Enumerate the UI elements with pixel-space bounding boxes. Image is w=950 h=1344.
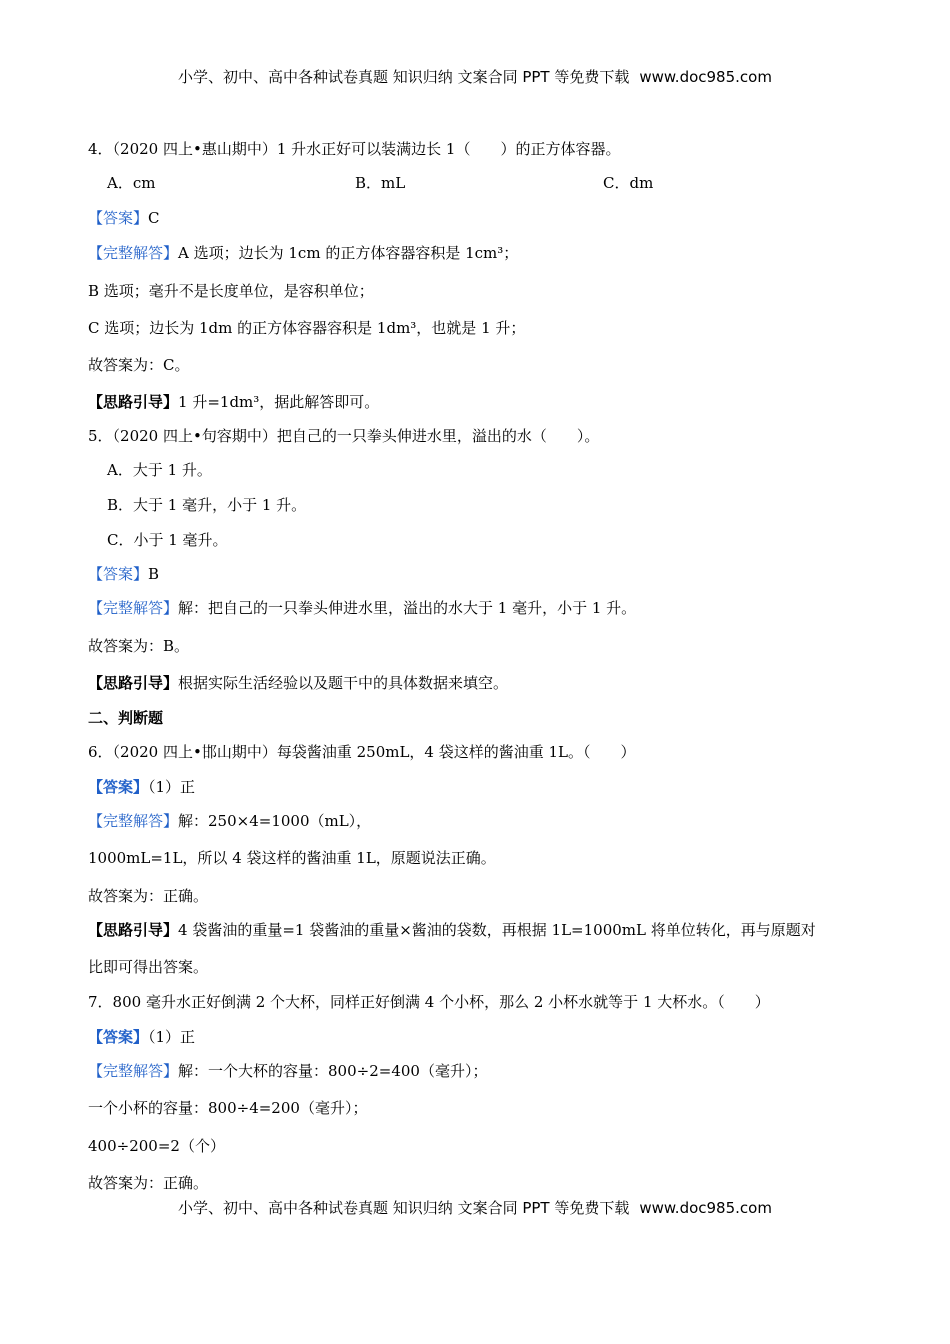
q7-solution-line: 故答案为：正确。 [88,1174,209,1192]
solution-tag: 【完整解答】 [88,599,179,617]
solution-tag: 【完整解答】 [88,812,179,830]
q5-option-c: C．小于 1 毫升。 [107,531,228,549]
header-text: 小学、初中、高中各种试卷真题 知识归纳 文案合同 PPT 等免费下载 [178,68,630,86]
q5-option-b: B．大于 1 毫升，小于 1 升。 [107,496,307,514]
q6-solution-line: 1000mL=1L，所以 4 袋这样的酱油重 1L，原题说法正确。 [88,849,496,867]
q4-hint-text: 1 升=1dm³，据此解答即可。 [178,393,380,411]
q6-answer-value: （1）正 [148,778,196,796]
q6-answer [88,777,195,797]
q5-solution-line: 故答案为：B。 [88,637,190,655]
q4-options [107,173,653,193]
q4-hint [88,392,379,412]
answer-tag: 【答案】 [88,209,149,227]
q7-solution-line: 解：一个大杯的容量：800÷2=400（毫升）； [178,1062,488,1080]
q5-hint-text: 根据实际生活经验以及题干中的具体数据来填空。 [178,674,509,692]
hint-tag: 【思路引导】 [88,674,179,692]
hint-tag: 【思路引导】 [88,393,179,411]
header-site: www.doc985.com [639,68,772,86]
q5-answer-value: B [148,565,160,583]
q4-option-b: B．mL [355,174,406,192]
page-footer [0,1197,950,1218]
hint-tag: 【思路引导】 [88,921,179,939]
q4-option-a: A．cm [107,174,156,192]
q4-solution-line: B 选项；毫升不是长度单位，是容积单位； [88,282,374,300]
solution-tag: 【完整解答】 [88,1062,179,1080]
q7-answer-value: （1）正 [148,1028,196,1046]
q5-solution [88,598,636,618]
answer-tag: 【答案】 [88,1028,149,1046]
q4-solution-line: C 选项；边长为 1dm 的正方体容器容积是 1dm³，也就是 1 升； [88,319,526,337]
q7-solution [88,1061,487,1081]
answer-tag: 【答案】 [88,565,149,583]
q5-solution-line: 解：把自己的一只拳头伸进水里，溢出的水大于 1 毫升，小于 1 升。 [178,599,637,617]
q6-solution-line: 故答案为：正确。 [88,887,209,905]
q4-answer-value: C [148,209,160,227]
q6-solution [88,811,371,831]
answer-tag: 【答案】 [88,778,149,796]
q4-stem: 4．（2020 四上•惠山期中）1 升水正好可以装满边长 1（ ）的正方体容器。 [88,140,621,158]
footer-site: www.doc985.com [639,1199,772,1217]
q5-hint [88,673,508,693]
page-header [0,66,950,87]
q6-hint-line: 4 袋酱油的重量=1 袋酱油的重量×酱油的袋数，再根据 1L=1000mL 将单位转化，再与原题对 [178,921,816,939]
q7-solution-line: 400÷200=2（个） [88,1137,225,1155]
q6-stem: 6．（2020 四上•邯山期中）每袋酱油重 250mL，4 袋这样的酱油重 1L。（ ） [88,743,636,761]
q7-solution-line: 一个小杯的容量：800÷4=200（毫升）； [88,1099,368,1117]
q4-answer [88,208,160,228]
q7-stem: 7．800 毫升水正好倒满 2 个大杯，同样正好倒满 4 个小杯，那么 2 小杯水就等于 1 大杯水。（ ） [88,993,770,1011]
q4-solution-line: A 选项；边长为 1cm 的正方体容器容积是 1cm³； [178,244,519,262]
q4-option-c: C．dm [603,174,654,192]
q4-solution [88,243,518,263]
q6-solution-line: 解：250×4=1000（mL）， [178,812,372,830]
q5-stem: 5．（2020 四上•句容期中）把自己的一只拳头伸进水里，溢出的水（ ）。 [88,427,600,445]
solution-tag: 【完整解答】 [88,244,179,262]
q6-hint [88,920,816,940]
q7-answer [88,1027,195,1047]
footer-text: 小学、初中、高中各种试卷真题 知识归纳 文案合同 PPT 等免费下载 [178,1199,630,1217]
q5-option-a: A．大于 1 升。 [107,461,212,479]
section-heading: 二、判断题 [88,709,164,727]
q5-answer [88,564,159,584]
q6-hint-line: 比即可得出答案。 [88,958,209,976]
q4-solution-line: 故答案为：C。 [88,356,190,374]
